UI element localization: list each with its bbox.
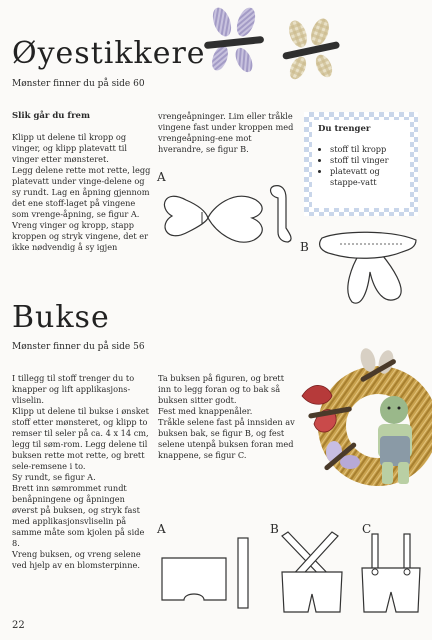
wing-pattern-figure-a (156, 178, 306, 258)
dragonfly-illustration-check (276, 18, 346, 88)
trouser-front-figure-c (356, 528, 426, 618)
instruction-paragraph: Legg delene rette mot rette, legg platevatt under vinge-delene og sy rundt. Lag en åpning gjennom det ene stoff-laget på vingene som vrenge-åpning, se figur A. (12, 165, 151, 219)
figure-label-b: B (300, 240, 309, 254)
dragonfly-illustration-purple (200, 6, 270, 76)
section-title-oyestikkere: Øyestikkere (12, 36, 206, 71)
figure-label-a: A (157, 522, 166, 536)
instructions-col1 (12, 373, 152, 571)
assembled-wings-figure-b (312, 220, 422, 310)
instruction-paragraph: Fest med knappenåler. (158, 406, 253, 416)
section-title-bukse: Bukse (12, 300, 110, 335)
figure-label-b: B (270, 522, 279, 536)
instruction-paragraph: vrengeåpninger. Lim eller tråkle vingene fast under kroppen med vrengeåpning-ene mot hverandre, se figur B. (158, 111, 294, 154)
trouser-back-figure-b (276, 528, 348, 618)
instructions-col2 (158, 111, 298, 155)
materials-list (318, 144, 404, 188)
how-to-heading: Slik går du frem (12, 111, 90, 121)
wreath-photo (298, 344, 430, 504)
instructions-col1 (12, 132, 152, 253)
materials-item: • platevatt og stappe-vatt (330, 166, 404, 188)
materials-box (304, 112, 418, 216)
materials-item: • stoff til kropp (330, 144, 404, 155)
instruction-paragraph: Vreng buksen, og vreng selene ved hjelp av en blomsterpinne. (12, 549, 141, 570)
materials-item: • stoff til vinger (330, 155, 404, 166)
instruction-paragraph: Tråkle selene fast på innsiden av buksen bak, se figur B, og fest selene utenpå buksen foran med knappene, se figur C. (158, 417, 295, 460)
instruction-paragraph: Klipp ut delene til bukse i ønsket stoff etter mønsteret, og klipp to remser til seler på ca. 4 x 14 cm, legg til søm-rom. Legg delene til buksen rette mot rette, og brett sele-remsene i to. (12, 406, 149, 471)
instructions-col2 (158, 373, 298, 461)
instruction-paragraph: Sy rundt, se figur A. (12, 472, 96, 482)
instruction-paragraph: I tillegg til stoff trenger du to knapper og lift applikasjons-vliselin. (12, 373, 135, 405)
trouser-pattern-figure-a (160, 538, 260, 608)
instruction-paragraph: Vreng vinger og kropp, stapp kroppen og stryk vingene, det er ikke nødvendig å sy igjen (12, 220, 149, 252)
materials-heading: Du trenger (318, 124, 371, 134)
instruction-paragraph: Klipp ut delene til kropp og vinger, og klipp platevatt til vinger etter mønsteret. (12, 132, 127, 164)
page-number: 22 (12, 620, 25, 631)
pattern-reference: Mønster finner du på side 60 (12, 79, 145, 89)
instruction-paragraph: Brett inn sømrommet rundt benåpningene og åpningen øverst på buksen, og stryk fast med applikasjonsvliselin på samme måte som kjolen på side 8. (12, 483, 145, 548)
figure-label-a: A (157, 170, 166, 184)
figure-label-c: C (362, 522, 372, 536)
instruction-paragraph: Ta buksen på figuren, og brett inn to legg foran og to bak så buksen sitter godt. (158, 373, 284, 405)
pattern-reference: Mønster finner du på side 56 (12, 342, 145, 352)
